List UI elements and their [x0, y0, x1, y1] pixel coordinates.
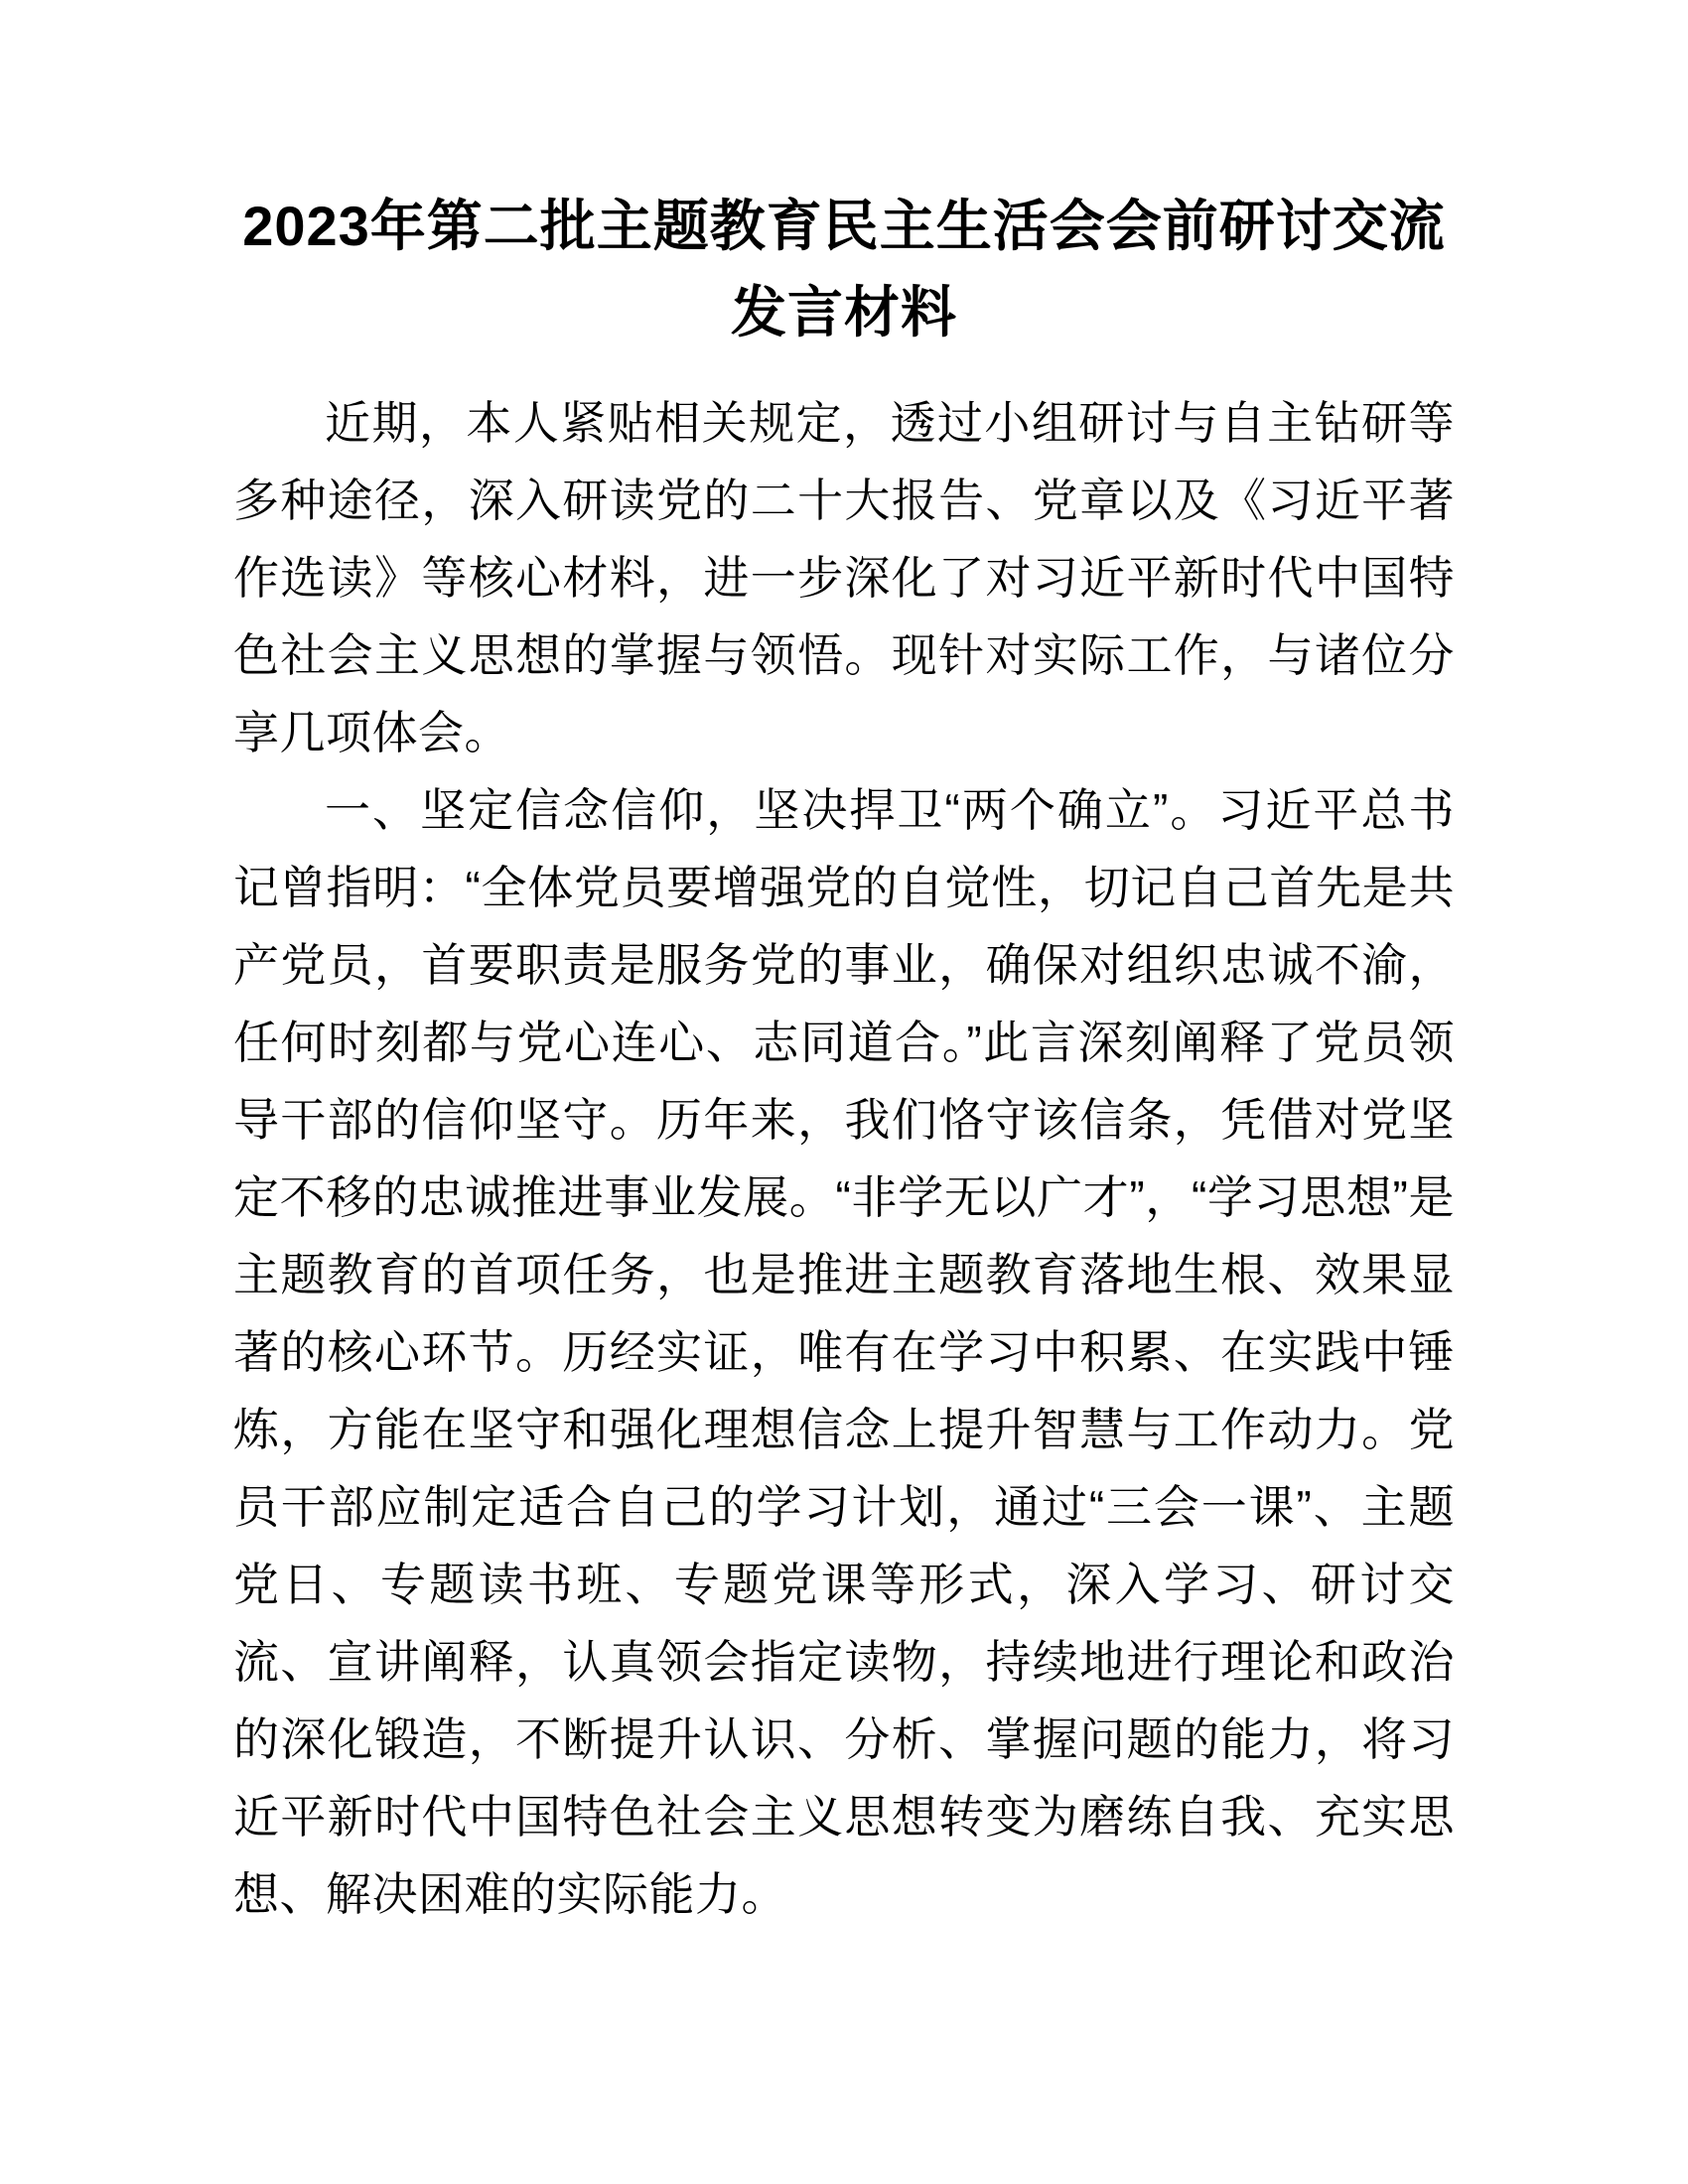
document-body [233, 384, 1455, 1933]
paragraph-section-1: 一、坚定信念信仰，坚决捍卫“两个确立”。习近平总书记曾指明：“全体党员要增强党的自觉性，切记自己首先是共产党员，首要职责是服务党的事业，确保对组织忠诚不渝，任何时刻都与党心连心、志同道合。”此言深刻阐释了党员领导干部的信仰坚守。历年来，我们恪守该信条，凭借对党坚定不移的忠诚推进事业发展。“非学无以广才”，“学习思想”是主题教育的首项任务，也是推进主题教育落地生根、效果显著的核心环节。历经实证，唯有在学习中积累、在实践中锤炼，方能在坚守和强化理想信念上提升智慧与工作动力。党员干部应制定适合自己的学习计划，通过“三会一课”、主题党日、专题读书班、专题党课等形式，深入学习、研讨交流、宣讲阐释，认真领会指定读物，持续地进行理论和政治的深化锻造，不断提升认识、分析、掌握问题的能力，将习近平新时代中国特色社会主义思想转变为磨练自我、充实思想、解决困难的实际能力。 [233, 783, 1455, 1920]
paragraph-intro: 近期，本人紧贴相关规定，透过小组研讨与自主钻研等多种途径，深入研读党的二十大报告、党章以及《习近平著作选读》等核心材料，进一步深化了对习近平新时代中国特色社会主义思想的掌握与领悟。现针对实际工作，与诸位分享几项体会。 [233, 396, 1455, 758]
document-title: 2023年第二批主题教育民主生活会会前研讨交流发言材料 [242, 195, 1446, 343]
